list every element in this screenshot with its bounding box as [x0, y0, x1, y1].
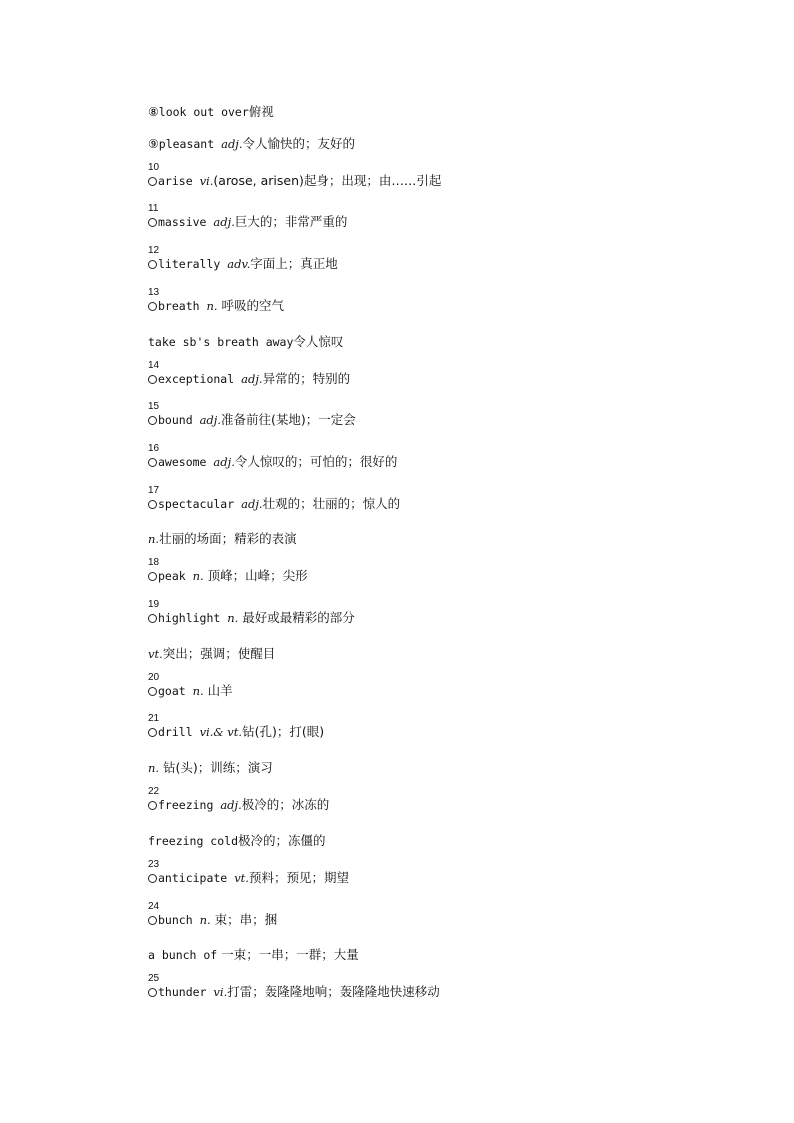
- entry-line: [148, 334, 343, 350]
- circled-number: ⑧: [148, 105, 159, 119]
- entry-meaning: 令人愉快的；友好的: [242, 136, 356, 151]
- part-of-speech: vi.: [199, 174, 214, 188]
- part-of-speech: adj.: [241, 497, 263, 511]
- entry-line: [148, 557, 308, 584]
- entry-meaning: 最好或最精彩的部分: [238, 610, 355, 625]
- part-of-speech: adj.: [213, 455, 235, 469]
- entry-line: [148, 104, 274, 120]
- entry-word: pleasant: [158, 137, 215, 151]
- entry-number: 16: [148, 443, 160, 454]
- circle-marker-icon: [148, 177, 157, 186]
- entry-line: [148, 360, 351, 387]
- entry-line: [148, 136, 355, 152]
- entry-meaning: 预料；预见；期望: [248, 870, 349, 885]
- entry-meaning: 钻(头)；训练；演习: [159, 760, 273, 775]
- circle-marker-icon: [148, 500, 157, 509]
- entry-meaning: 一束；一串；一群；大量: [217, 947, 359, 962]
- entry-word: literally: [158, 257, 221, 271]
- circle-marker-icon: [148, 988, 157, 997]
- entry-word: freezing: [158, 798, 214, 812]
- circle-marker-icon: [148, 728, 157, 737]
- entry-meaning: 束；串；捆: [210, 912, 278, 927]
- entry-word: bunch: [158, 913, 193, 927]
- entry-meaning: 俯视: [248, 104, 274, 119]
- part-of-speech: adj.: [221, 137, 243, 151]
- circle-marker-icon: [148, 572, 157, 581]
- entry-meaning: 极冷的；冻僵的: [238, 833, 326, 848]
- part-of-speech: adv.: [227, 257, 251, 271]
- entry-number: 17: [148, 485, 160, 496]
- entry-line: [148, 401, 356, 428]
- entry-word: massive: [158, 215, 207, 229]
- entry-number: 11: [148, 203, 159, 214]
- part-of-speech: n.: [227, 611, 239, 625]
- circle-marker-icon: [148, 375, 157, 384]
- part-of-speech: vi.: [213, 985, 228, 999]
- entry-word: anticipate: [158, 871, 228, 885]
- part-of-speech: n.: [192, 569, 204, 583]
- entry-word: look out over: [158, 105, 249, 119]
- entry-number: 15: [148, 401, 160, 412]
- entry-line: [148, 973, 440, 1000]
- part-of-speech: vi.& vt.: [199, 725, 243, 739]
- entry-number: 14: [148, 360, 160, 371]
- circle-marker-icon: [148, 302, 157, 311]
- entry-number: 22: [148, 786, 160, 797]
- entry-meaning: 异常的；特别的: [262, 371, 351, 386]
- entry-word: bound: [158, 413, 193, 427]
- entry-meaning: 壮丽的场面；精彩的表演: [159, 531, 297, 546]
- circle-marker-icon: [148, 801, 157, 810]
- entry-meaning: 令人惊叹的；可怕的；很好的: [234, 454, 398, 469]
- entry-word: spectacular: [158, 497, 235, 511]
- circle-marker-icon: [148, 614, 157, 623]
- part-of-speech: vt.: [234, 871, 249, 885]
- entry-meaning: 山羊: [203, 683, 233, 698]
- entry-word: arise: [158, 174, 193, 188]
- entry-word: exceptional: [158, 372, 235, 386]
- circle-marker-icon: [148, 218, 157, 227]
- entry-word: breath: [158, 299, 200, 313]
- entry-meaning: 令人惊叹: [293, 334, 344, 349]
- entry-meaning: 巨大的；非常严重的: [234, 214, 348, 229]
- entry-number: 25: [148, 973, 160, 984]
- entry-line: [148, 245, 338, 272]
- circle-marker-icon: [148, 687, 157, 696]
- entry-line: [148, 203, 348, 230]
- entry-word: take sb's breath away: [148, 335, 294, 349]
- part-of-speech: adj.: [213, 215, 235, 229]
- part-of-speech: n.: [192, 684, 204, 698]
- entry-line: [148, 901, 278, 928]
- part-of-speech: adj.: [241, 372, 263, 386]
- circle-marker-icon: [148, 874, 157, 883]
- entry-word: peak: [158, 569, 186, 583]
- entry-meaning: 钻(孔)；打(眼): [242, 724, 325, 739]
- entry-number: 10: [148, 162, 160, 173]
- entry-word: a bunch of: [148, 948, 218, 962]
- entry-meaning: (arose, arisen)起身；出现；由……引起: [213, 173, 442, 188]
- entry-number: 12: [148, 245, 160, 256]
- entry-line: [148, 646, 275, 662]
- entry-number: 21: [148, 713, 160, 724]
- entry-word: freezing cold: [148, 834, 239, 848]
- circle-marker-icon: [148, 458, 157, 467]
- entry-meaning: 打雷；轰隆隆地响；轰隆隆地快速移动: [227, 984, 440, 999]
- entry-line: [148, 287, 285, 314]
- entry-number: 24: [148, 901, 160, 912]
- entry-meaning: 字面上；真正地: [250, 256, 338, 271]
- part-of-speech: n.: [148, 761, 160, 775]
- entry-meaning: 顶峰；山峰；尖形: [203, 568, 308, 583]
- part-of-speech: n.: [199, 913, 211, 927]
- part-of-speech: n.: [206, 299, 218, 313]
- entry-number: 23: [148, 859, 160, 870]
- entry-meaning: 突出；强调；使醒目: [162, 646, 276, 661]
- part-of-speech: adj.: [199, 413, 222, 427]
- entry-word: thunder: [158, 985, 207, 999]
- entry-line: [148, 760, 273, 776]
- part-of-speech: vt.: [148, 647, 163, 661]
- circle-marker-icon: [148, 260, 157, 269]
- entry-meaning: 壮观的；壮丽的；惊人的: [262, 496, 401, 511]
- entry-line: [148, 599, 355, 626]
- entry-line: [148, 713, 325, 740]
- entry-number: 20: [148, 672, 160, 683]
- part-of-speech: adj.: [220, 798, 242, 812]
- entry-word: goat: [158, 684, 186, 698]
- entry-line: [148, 443, 398, 470]
- circle-marker-icon: [148, 916, 157, 925]
- entry-meaning: 呼吸的空气: [217, 298, 285, 313]
- entry-word: drill: [158, 725, 193, 739]
- entry-line: [148, 786, 330, 813]
- entry-word: awesome: [158, 455, 207, 469]
- entry-line: [148, 672, 233, 699]
- circle-marker-icon: [148, 416, 157, 425]
- circled-number: ⑨: [148, 137, 159, 151]
- entry-number: 13: [148, 287, 160, 298]
- entry-number: 18: [148, 557, 160, 568]
- entry-line: [148, 162, 442, 189]
- part-of-speech: n.: [148, 532, 160, 546]
- entry-line: [148, 833, 326, 849]
- entry-meaning: 极冷的；冰冻的: [241, 797, 330, 812]
- entry-word: highlight: [158, 611, 221, 625]
- entry-line: [148, 947, 359, 963]
- entry-number: 19: [148, 599, 160, 610]
- entry-line: [148, 485, 401, 512]
- entry-line: [148, 531, 297, 547]
- entry-meaning: 准备前往(某地)；一定会: [221, 412, 356, 427]
- entry-line: [148, 859, 349, 886]
